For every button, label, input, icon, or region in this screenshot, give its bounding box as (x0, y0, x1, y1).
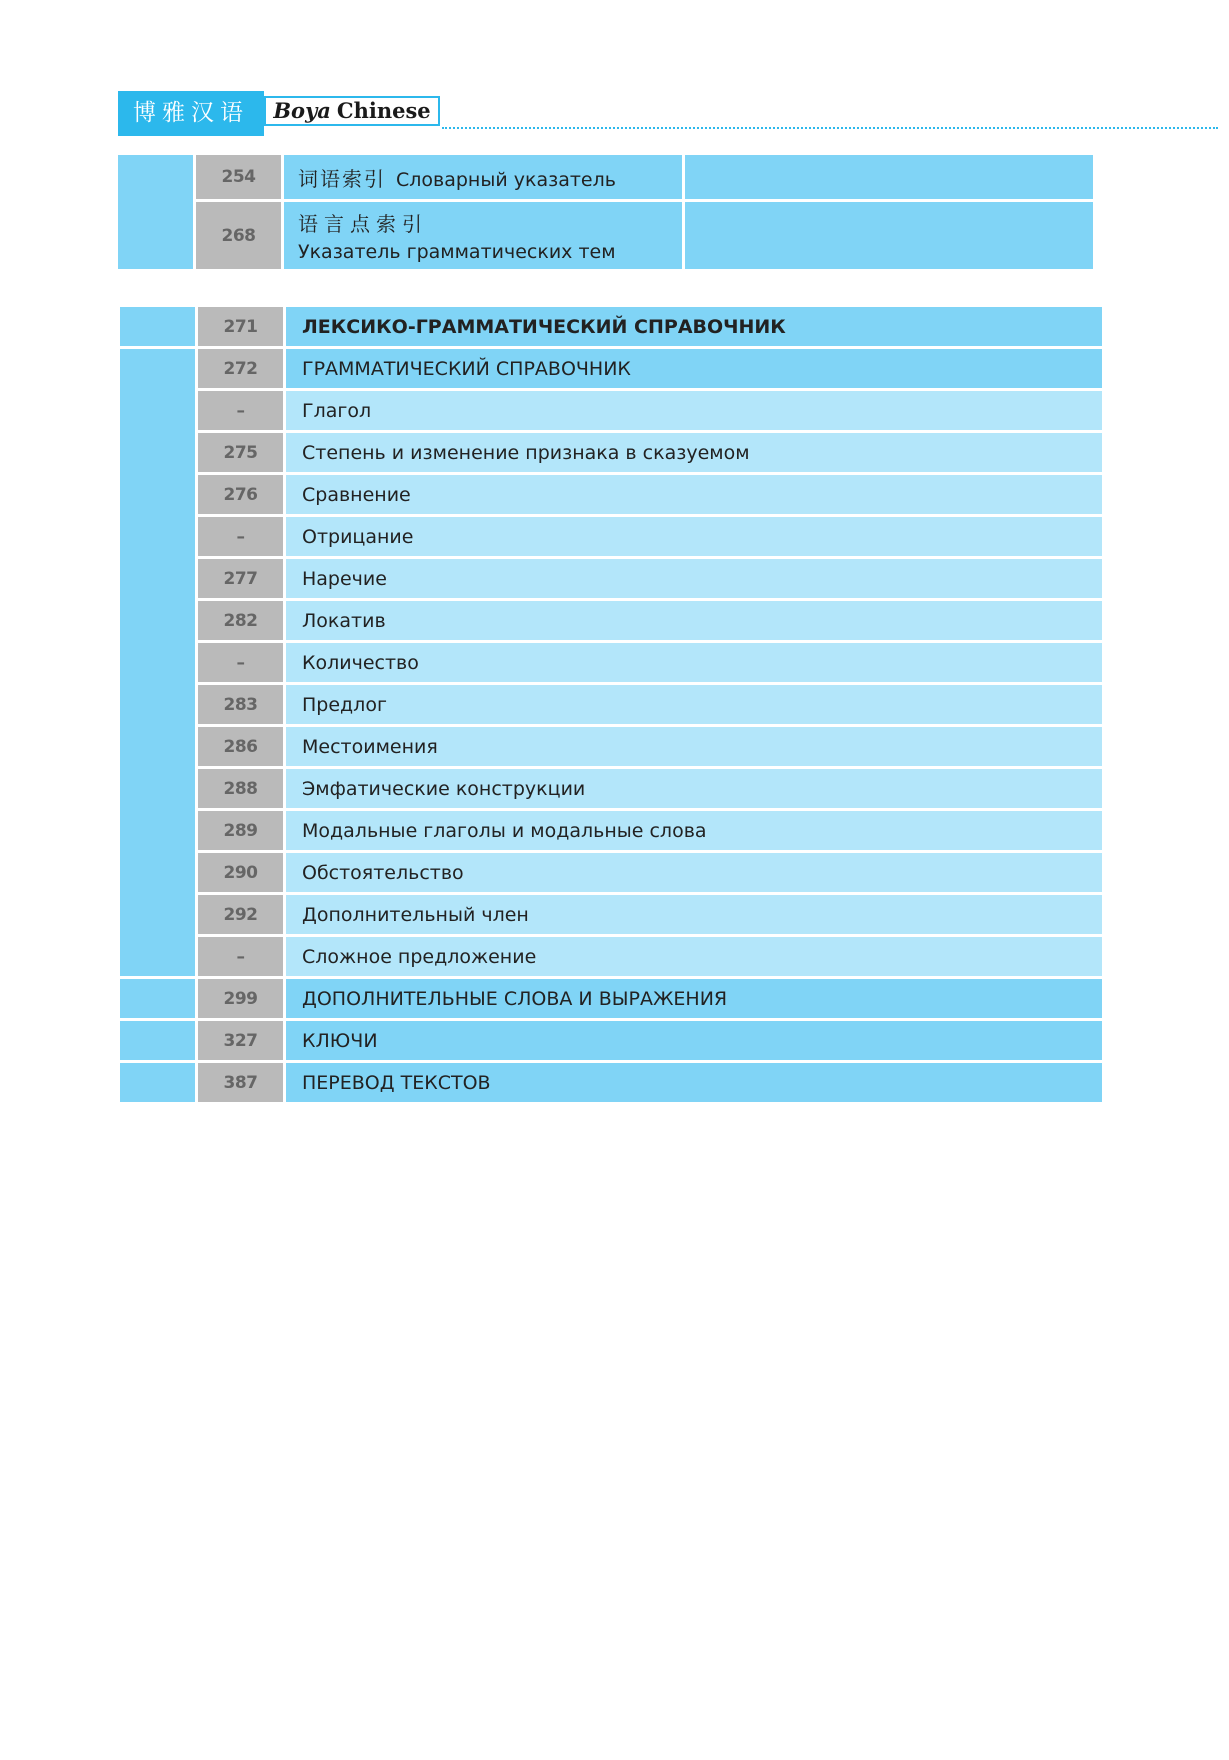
toc-row[interactable] (120, 349, 1102, 388)
page-number: – (198, 517, 283, 556)
toc-row[interactable] (120, 433, 1102, 472)
toc-row[interactable] (120, 517, 1102, 556)
toc-title: ПЕРЕВОД ТЕКСТОВ (286, 1063, 1102, 1102)
toc-title: Сравнение (286, 475, 1102, 514)
header-dotted-rule (442, 127, 1218, 129)
toc-title-ru: Словарный указатель (396, 168, 616, 191)
page-number: 282 (198, 601, 283, 640)
page-number: 277 (198, 559, 283, 598)
toc-title-ru: Указатель грамматических тем (298, 241, 616, 263)
toc-row[interactable] (120, 307, 1102, 346)
page-number: – (198, 391, 283, 430)
toc-row[interactable] (120, 979, 1102, 1018)
page-number: 289 (198, 811, 283, 850)
toc-title: Количество (286, 643, 1102, 682)
side-bar (120, 307, 195, 346)
toc-title: Предлог (286, 685, 1102, 724)
page-number: 283 (198, 685, 283, 724)
toc-title: ГРАММАТИЧЕСКИЙ СПРАВОЧНИК (286, 349, 1102, 388)
toc-title: Степень и изменение признака в сказуемом (286, 433, 1102, 472)
toc-row[interactable] (120, 727, 1102, 766)
toc-row[interactable] (120, 769, 1102, 808)
side-bar (120, 349, 195, 976)
toc-row[interactable] (120, 853, 1102, 892)
toc-title: Дополнительный член (286, 895, 1102, 934)
toc-row[interactable] (118, 202, 1093, 269)
page-number: 272 (198, 349, 283, 388)
toc-title: Местоимения (286, 727, 1102, 766)
toc-title (284, 202, 682, 269)
toc-row[interactable] (120, 937, 1102, 976)
toc-title: Модальные глаголы и модальные слова (286, 811, 1102, 850)
toc-title (284, 155, 682, 199)
side-bar (120, 1063, 195, 1102)
page-number: 254 (196, 155, 281, 199)
side-bar (120, 1021, 195, 1060)
page-number: 268 (196, 202, 281, 269)
toc-title: ЛЕКСИКО-ГРАММАТИЧЕСКИЙ СПРАВОЧНИК (286, 307, 1102, 346)
toc-title: Обстоятельство (286, 853, 1102, 892)
toc-row[interactable] (120, 601, 1102, 640)
toc-row[interactable] (120, 559, 1102, 598)
page-number: 327 (198, 1021, 283, 1060)
page-header (118, 91, 1218, 136)
page-number: 275 (198, 433, 283, 472)
toc-title: Эмфатические конструкции (286, 769, 1102, 808)
page-number: 387 (198, 1063, 283, 1102)
page-number: – (198, 643, 283, 682)
toc-row[interactable] (120, 895, 1102, 934)
toc-title-cn: 语言点索引 (298, 212, 428, 236)
toc-row[interactable] (120, 643, 1102, 682)
toc-title-cn: 词语索引 (298, 166, 386, 191)
brand-english-label (264, 96, 440, 126)
toc-row[interactable] (120, 1063, 1102, 1102)
toc-title: Наречие (286, 559, 1102, 598)
page-number: – (198, 937, 283, 976)
toc-title: Сложное предложение (286, 937, 1102, 976)
page-number: 288 (198, 769, 283, 808)
page-number: 292 (198, 895, 283, 934)
empty-cell (685, 202, 1093, 269)
side-bar (118, 155, 193, 269)
side-bar (120, 979, 195, 1018)
page-number: 271 (198, 307, 283, 346)
page-number: 290 (198, 853, 283, 892)
toc-row[interactable] (120, 685, 1102, 724)
toc-title: КЛЮЧИ (286, 1021, 1102, 1060)
toc-row[interactable] (120, 811, 1102, 850)
page-number: 299 (198, 979, 283, 1018)
brand-english-italic: Boya (273, 98, 331, 123)
toc-row[interactable] (120, 1021, 1102, 1060)
reference-table (117, 304, 1105, 1105)
page-number: 286 (198, 727, 283, 766)
brand-chinese-label: 博雅汉语 (118, 91, 264, 136)
toc-row[interactable] (120, 475, 1102, 514)
empty-cell (685, 155, 1093, 199)
page-number: 276 (198, 475, 283, 514)
index-table (115, 152, 1096, 272)
toc-title: ДОПОЛНИТЕЛЬНЫЕ СЛОВА И ВЫРАЖЕНИЯ (286, 979, 1102, 1018)
toc-row[interactable] (118, 155, 1093, 199)
toc-title: Глагол (286, 391, 1102, 430)
toc-row[interactable] (120, 391, 1102, 430)
brand-english-word: Chinese (336, 98, 431, 123)
toc-title: Отрицание (286, 517, 1102, 556)
toc-title: Локатив (286, 601, 1102, 640)
